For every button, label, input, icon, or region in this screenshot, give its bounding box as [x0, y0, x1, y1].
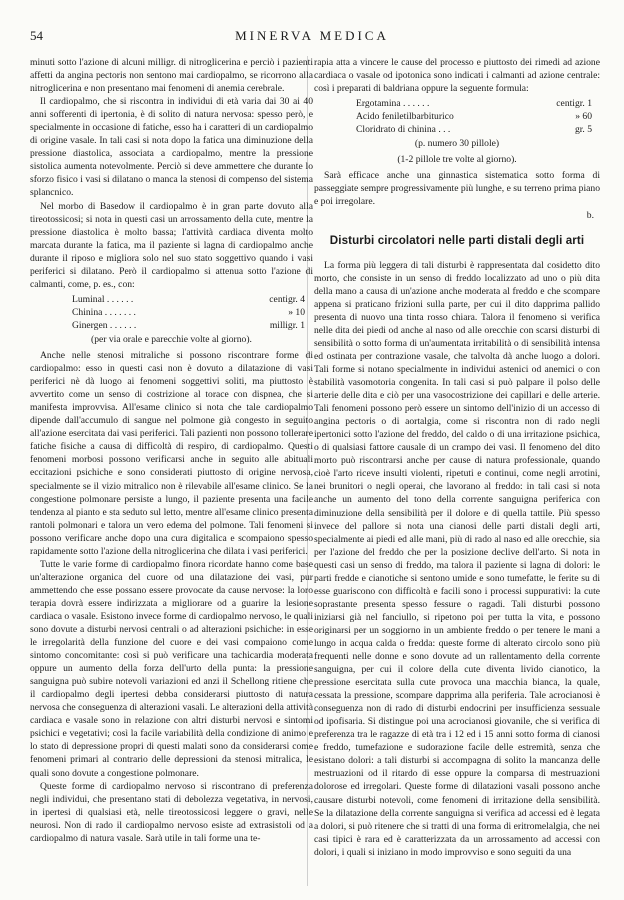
paragraph: Il cardiopalmo, che si riscontra in individui di età varia dai 30 ai 40 anni sofferenti di ipertonia, è di solito di natura nervosa: spesso però, e specialmente in occasione di fatiche, esso ha i caratteri di un cardiopalmo di origine vasale. In tali casi si nota dopo la fatica una diminuzione della pressione diastolica, associata a cardiopalmo, mentre la pressione sistolica aumenta notevolmente. Perciò si deve ammettere che durante lo sforzo fisico i vasi si dilatano o manca la stenosi di compenso del sistema splancnico.	[30, 96, 313, 199]
formula-row	[314, 123, 600, 136]
formula-dose: milligr. 1	[269, 319, 305, 331]
formula-row	[314, 110, 600, 123]
paragraph: Nel morbo di Basedow il cardiopalmo è in gran parte dovuto alla tireotossicosi; si nota in questi casi un arrossamento della cute, mentre la pressione diastolica è molto bassa; l'attività cardiaca diventa molto marcata durante la fatica, ma il paziente si lagna di cardiopalmo anche durante il riposo e migliora solo nel suo stato soggettivo quando i vasi periferici si dilatano. Però il cardiopalmo si attenua sotto l'azione di calmanti, come, p. es., con:	[30, 200, 313, 290]
formula-ingredient: Luminal . . . . . .	[72, 293, 134, 305]
formula-ingredient: Acido feniletilbarbiturico	[356, 111, 454, 123]
formula-ingredient: Ginergen . . . . . .	[72, 319, 137, 331]
formula-ingredient: Chinina . . . . . . .	[72, 306, 136, 318]
paragraph: Queste forme di cardiopalmo nervoso si riscontrano di preferenza negli individui, che presentano stati di debolezza vegetativa, in nervosi, in ipertesi di qualsiasi età, nelle tireotossicosi leggere o gravi, nelle neurosi. Non di rado il cardiopalmo nervoso esiste ad extrasistoli od a cardiopalmo di natura vasale. Sarà utile in tali forme una te-	[30, 780, 313, 844]
formula-dose: » 10	[288, 306, 305, 318]
formula-dose: centigr. 1	[556, 98, 592, 110]
formula-note: (per via orale e parecchie volte al giorno).	[91, 333, 252, 345]
prescription-formula	[30, 293, 313, 346]
paragraph: Tutte le varie forme di cardiopalmo finora ricordate hanno come base un'alterazione organica del cuore od una dilatazione dei vasi, pur ammettendo che esse possano essere provocate da cause nervose: la loro terapia dovrà essere indirizzata a migliorare od a guarire la lesione cardiaca o vasale. Esistono invece forme di cardiopalmo nervoso, le quali sono dovute a disturbi nervosi centrali o ad alterazioni psichiche: in esse le irregolarità della funzione del cuore e dei vasi compaiono come sintomo concomitante: così si può verificare una tachicardia moderata oppure un aumento della forza dell'urto della punta: la pressione sanguigna può subire notevoli variazioni ed anzi il Schellong ritiene che il cardiopalmo degli ipertesi debba considerarsi piuttosto di natura nervosa che conseguenza di alterazioni vasali. Le alterazioni della attività cardiaca e vasale sono in relazione con altri disturbi nervosi e sintomi psichici e vegetativi; così la facile variabilità della condizione di animo e lo stato di depressione propri di questi malati sono da considerarsi come fenomeni primari al contrario delle depressioni da stenosi mitralica, le quali sono dovute a congestione polmonare.	[30, 558, 313, 779]
paragraph: Anche nelle stenosi mitraliche si possono riscontrare forme di cardiopalmo: esso in questi casi non è dovuto a dilatazione di vasi periferici nè dà luogo ai fenomeni soggettivi soliti, ma piuttosto è avvertito come un senso di costrizione al torace con dispnea, che si manifesta improvvisa. All'esame clinico si nota che tale cardiopalmo dipende dall'accumulo di sangue nel polmone già congesto in seguito all'azione esercitata dai vasi periferici. Tali pazienti non possono tollerare fatiche fisiche a causa di difficoltà di respiro, di cardiopalmo. Questi fenomeni morbosi possono verificarsi anche in seguito alle abituali eccitazioni psichiche e sono considerati piuttosto di origine nervosa, specialmente se il vizio mitralico non è rilevabile all'esame clinico. Se la congestione polmonare persiste a lungo, il paziente presenta una facile tendenza al pianto e sta seduto sul letto, mentre all'esame clinico presenta rantoli polmonari e talora un vero edema del polmone. Tali fenomeni si possono verificare anche dopo una cura digitalica e scompaiono spesso rapidamente sotto l'azione della nitroglicerina che dilata i vasi periferici.	[30, 350, 313, 557]
formula-row	[314, 97, 600, 110]
formula-ingredient: Cloridrato di chinina . . .	[356, 124, 451, 136]
formula-ingredient: Ergotamina . . . . . .	[356, 98, 430, 110]
formula-dose: gr. 5	[574, 124, 592, 136]
paragraph: Sarà efficace anche una ginnastica sistematica sotto forma di passeggiate sempre progressivamente più lunghe, e su terreno prima piano e poi irregolare.	[314, 170, 600, 208]
formula-dose: » 60	[575, 111, 592, 123]
prescription-formula	[314, 97, 600, 166]
paragraph: rapia atta a vincere le cause del processo e piuttosto dei rimedi ad azione cardiaca o vasale od ipotonica sono indicati i calmanti ad azione centrale: così i preparati di baldriana oppure la seguente formula:	[314, 57, 600, 95]
paragraph: La forma più leggera di tali disturbi è rappresentata dal cosidetto dito morto, che consiste in un senso di freddo localizzato ad uno o più dita della mano a causa di un'azione anche moderata al freddo e che scompare appena si praticano frizioni sulla parte, per cui il dito dapprima pallido presenta di nuovo una tinta rosso chiara. Talora il fenomeno si verifica nelle dita dei piedi od anche al naso od alle orecchie con scarsi disturbi di sensibilità o sotto forma di un'aumentata irritabilità o di sensibilità intensa ed ostinata per contrazione vasale, che talvolta dà anche luogo a dolori. Tali forme si notano specialmente in individui astenici od anemici o con stabilità vasomotoria congenita. In tali casi si può palpare il polso delle arterie delle dita e ciò per una vasocostrizione dei capillari e delle arterie. Tali fenomeni possono però essere un sintomo dell'inizio di un accesso di angina pectoris o di aortalgia, come si riscontra non di rado negli ipertonici sotto l'azione del freddo, del caldo o di una irritazione psichica, o di qualsiasi fattore causale di un crampo dei vasi. Il fenomeno del dito morto può riscontrarsi anche per cause di natura professionale, quando cioè l'arto riceve insulti violenti, ripetuti e continui, come negli arrotini, nei brunitori o negli operai, che lavorano al freddo: in tali casi si nota anche un aumento del tono della corrente sanguigna periferica con diminuzione della sensibilità per il dolore e di quella tattile. Più spesso invece del pallore si nota una cianosi delle parti distali degli arti, specialmente ai piedi ed alle mani, più di rado al naso ed alle orecchie, sia per l'azione del freddo che per la posizione declive dell'arto. Si nota in questi casi un senso di freddo, ma talora il paziente si lagna di dolori: le parti fredde e cianotiche si sentono umide e sono tumefatte, le ferite su di esse guariscono con difficoltà e facili sono i processi suppurativi: la cute soprastante presenta spesso fessure o ragadi. Tali disturbi possono iniziarsi già nel fanciullo, si ripetono poi per tutta la vita, e possono originarsi per un soggiorno in un ambiente freddo o per tenere le mani a lungo in acqua calda o fredda: queste forme di alterato circolo sono più frequenti nelle donne e sono dovute ad un rallentamento della corrente sanguigna, per cui il colore della cute diventa livido cianotico, la pressione esercitata sulla cute provoca una macchia bianca, la quale, cessata la pressione, scompare dapprima alla periferia. Tale acrocianosi è conseguenza non di rado di disturbi endocrini per insufficienza sessuale od ipofisaria. Si distingue poi una acrocianosi giovanile, che si verifica di preferenza tra le ragazze di età tra i 12 ed i 15 anni sotto forma di cianosi e freddo, tumefazione e sudorazione facile delle estremità, senza che esistano dolori: a tali disturbi si accompagna di solito la mancanza delle mestruazioni od il ritardo di esse oppure la comparsa di mestruazioni dolorose ed irregolari. Queste forme di dilatazioni vasali possono anche causare disturbi notevoli, come fenomeni di irritazione della sensibilità. Se la dilatazione della corrente sanguigna si verifica ad accessi ed è legata a dolori, si può ritenere che si tratti di una forma di eritromelalgia, che nei casi tipici è rara ed è caratterizzata da un arrossamento ad accessi con dolori, i quali si iniziano in modo improvviso e sono seguiti da una	[314, 259, 600, 858]
formula-row	[30, 319, 313, 332]
section-title: Disturbi circolatori nelle parti distali degli arti	[329, 233, 585, 247]
right-column	[314, 56, 600, 886]
author-signature: b.	[586, 209, 594, 221]
journal-title: MINERVA MEDICA	[235, 28, 389, 43]
formula-note: (1-2 pillole tre volte al giorno).	[397, 154, 517, 166]
formula-note: (p. numero 30 pillole)	[414, 138, 500, 150]
formula-row	[30, 293, 313, 306]
page-header	[30, 28, 594, 46]
paragraph: minuti sotto l'azione di alcuni milligr. di nitroglicerina e perciò i pazienti affetti da angina pectoris non sentono mai cardiopalmo, se ricorrono alla nitroglicerina e non presentano mai fenomeni di anemia cerebrale.	[30, 57, 313, 95]
left-column	[30, 56, 313, 886]
formula-row	[30, 306, 313, 319]
page-number: 54	[30, 28, 43, 43]
formula-dose: centigr. 4	[269, 293, 305, 305]
